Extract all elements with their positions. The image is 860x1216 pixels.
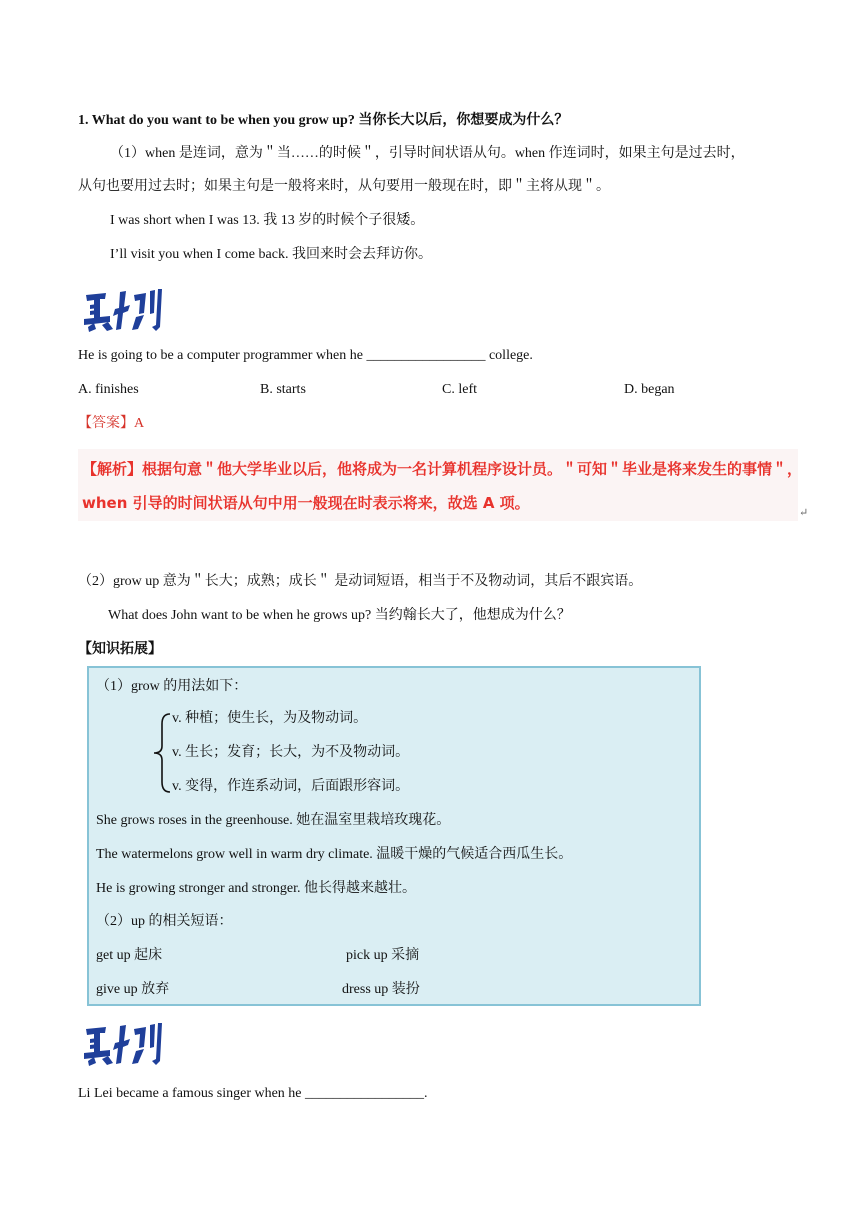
extension-title: 【知识拓展】 (78, 642, 162, 657)
analysis-line-1: 【解析】根据句意＂他大学毕业以后，他将成为一名计算机程序设计员。＂可知＂毕业是将来发生的事情＂， (82, 460, 803, 478)
analysis-line-2: when 引导的时间状语从句中用一般现在时表示将来，故选 A 项。 (82, 494, 530, 512)
answer-label: 【答案】A (78, 416, 145, 431)
option-a: A. finishes (78, 382, 139, 397)
brace-icon (150, 712, 172, 794)
example-question-2: Li Lei became a famous singer when he _________________. (78, 1086, 428, 1101)
grow-sense-2: v. 生长；发育；长大，为不及物动词。 (172, 745, 410, 760)
grow-up-explanation: （2）grow up 意为＂长大；成熟；成长＂ 是动词短语，相当于不及物动词，其后不跟宾语。 (78, 574, 643, 589)
grow-example-3: He is growing stronger and stronger. 他长得越来越壮。 (96, 881, 417, 896)
phrase-get-up: get up 起床 (96, 948, 163, 963)
example-question: He is going to be a computer programmer when he _________________ college. (78, 348, 533, 363)
grow-example-1: She grows roses in the greenhouse. 她在温室里栽培玫瑰花。 (96, 813, 451, 828)
example-logo-icon (80, 287, 162, 333)
return-mark-icon: ↵ (799, 507, 809, 519)
grow-example-2: The watermelons grow well in warm dry climate. 温暖干燥的气候适合西瓜生长。 (96, 847, 573, 862)
phrase-give-up: give up 放弃 (96, 982, 170, 997)
grow-usage-title: （1）grow 的用法如下： (96, 679, 248, 694)
phrase-pick-up: pick up 采摘 (346, 948, 420, 963)
grow-sense-3: v. 变得，作连系动词，后面跟形容词。 (172, 779, 410, 794)
example-sentence-2: I’ll visit you when I come back. 我回来时会去拜访你。 (110, 247, 432, 262)
option-c: C. left (442, 382, 477, 397)
up-phrases-title: （2）up 的相关短语： (96, 914, 233, 929)
grow-up-example: What does John want to be when he grows up? 当约翰长大了，他想成为什么？ (108, 608, 571, 623)
example-logo-icon (80, 1021, 162, 1067)
question-heading: 1. What do you want to be when you grow up? 当你长大以后，你想要成为什么？ (78, 113, 569, 128)
phrase-dress-up: dress up 装扮 (342, 982, 420, 997)
option-b: B. starts (260, 382, 306, 397)
example-sentence-1: I was short when I was 13. 我 13 岁的时候个子很矮。 (110, 213, 425, 228)
option-d: D. began (624, 382, 675, 397)
explanation-line-1: （1）when 是连词，意为＂当……的时候＂，引导时间状语从句。when 作连词时，如果主句是过去时， (110, 146, 745, 161)
explanation-line-2: 从句也要用过去时；如果主句是一般将来时，从句要用一般现在时，即＂主将从现＂。 (78, 179, 610, 194)
grow-sense-1: v. 种植；使生长，为及物动词。 (172, 711, 368, 726)
